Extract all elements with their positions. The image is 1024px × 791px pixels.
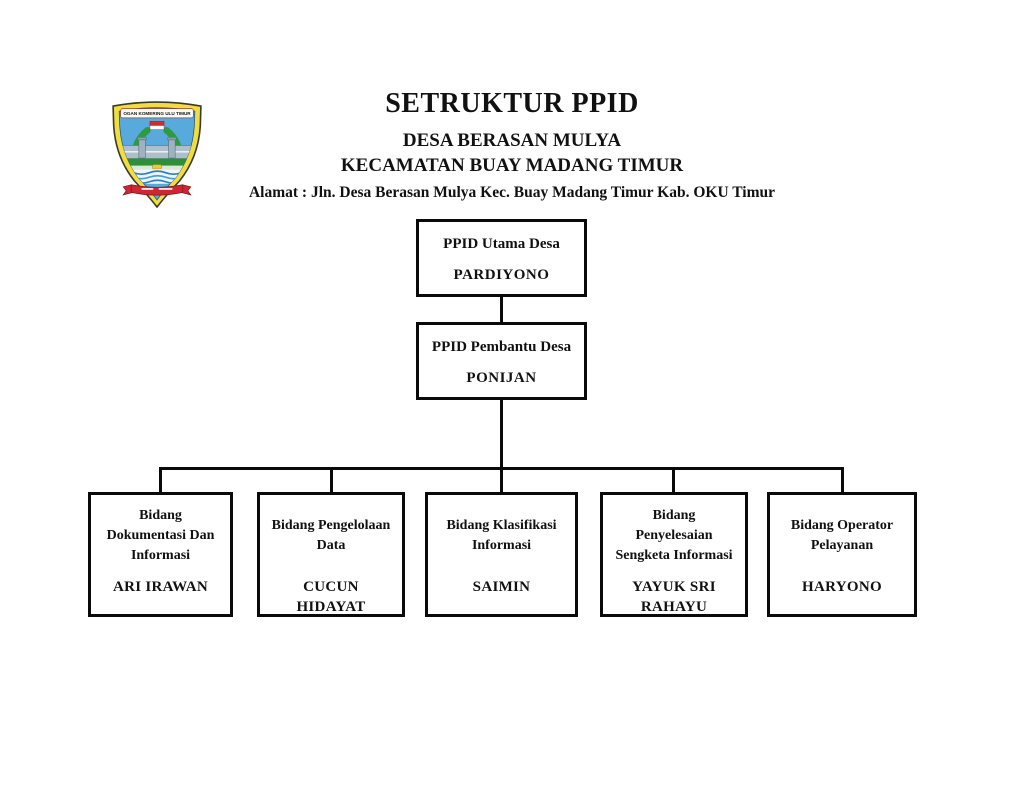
org-box-name: YAYUK SRI RAHAYU bbox=[632, 579, 716, 615]
org-box-title: Bidang Klasifikasi Informasi bbox=[446, 518, 557, 553]
org-box-name: HARYONO bbox=[802, 579, 882, 595]
org-box-title: Bidang Dokumentasi Dan Informasi bbox=[106, 508, 215, 563]
village-name: DESA BERASAN MULYA bbox=[402, 130, 622, 151]
org-box-bidang-pengelolaan-data bbox=[257, 492, 405, 617]
org-box-bidang-sengketa bbox=[600, 492, 748, 617]
connector-drop-dokumentasi bbox=[159, 467, 162, 494]
connector-root-deputy bbox=[500, 297, 503, 322]
org-box-title: Bidang Pengelolaan Data bbox=[271, 518, 391, 553]
connector-drop-operator bbox=[841, 467, 844, 494]
district-name: KECAMATAN BUAY MADANG TIMUR bbox=[340, 155, 684, 176]
header bbox=[0, 88, 1024, 202]
address-line: Alamat : Jln. Desa Berasan Mulya Kec. Buay Madang Timur Kab. OKU Timur bbox=[248, 184, 776, 201]
connector-drop-pengelolaan bbox=[330, 467, 333, 494]
connector-deputy-bus bbox=[500, 397, 503, 467]
logo-banner-text: OGAN KOMERING ULU TIMUR bbox=[123, 111, 191, 117]
org-box-bidang-klasifikasi bbox=[425, 492, 578, 617]
org-box-title: Bidang Penyelesaian Sengketa Informasi bbox=[615, 508, 733, 563]
org-box-title: PPID Pembantu Desa bbox=[431, 339, 572, 355]
org-box-name: PONIJAN bbox=[466, 370, 537, 386]
org-box-name: SAIMIN bbox=[472, 579, 531, 595]
org-box-title: Bidang Operator Pelayanan bbox=[790, 518, 894, 553]
org-box-ppid-pembantu bbox=[416, 322, 587, 400]
org-box-ppid-utama bbox=[416, 219, 587, 297]
org-box-bidang-operator bbox=[767, 492, 917, 617]
org-box-title: PPID Utama Desa bbox=[443, 236, 560, 252]
connector-drop-sengketa bbox=[672, 467, 675, 494]
org-box-bidang-dokumentasi bbox=[88, 492, 233, 617]
org-box-name: PARDIYONO bbox=[453, 267, 550, 283]
page-title: SETRUKTUR PPID bbox=[385, 88, 639, 119]
connector-drop-klasifikasi bbox=[500, 467, 503, 494]
org-box-name: CUCUN HIDAYAT bbox=[296, 579, 366, 615]
org-box-name: ARI IRAWAN bbox=[112, 579, 209, 595]
